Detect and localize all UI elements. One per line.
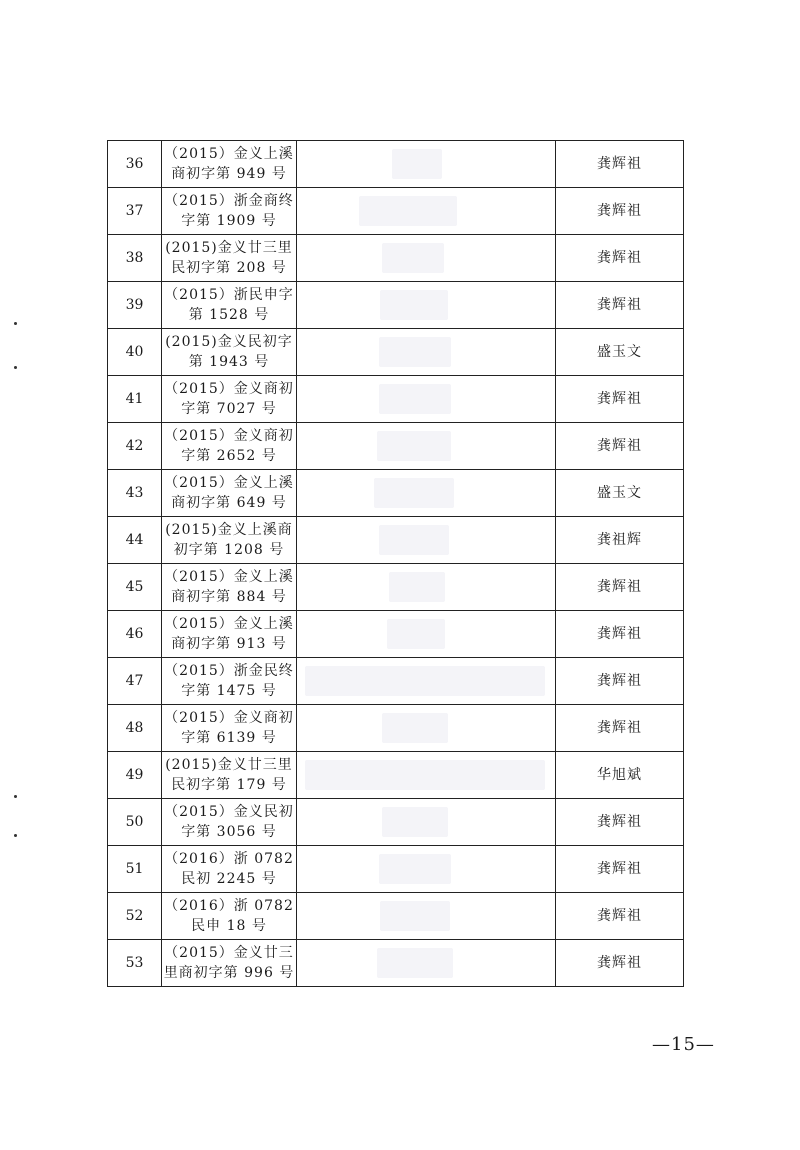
table-row [108,423,684,470]
redaction-block [379,854,451,884]
table-row [108,611,684,658]
redacted-party-cell [297,846,556,893]
table-row [108,799,684,846]
case-number: （2015）金义民初字第 3056 号 [162,799,297,846]
redaction-block [379,384,451,414]
redaction-block [305,760,545,790]
row-number: 45 [108,564,162,611]
redacted-party-cell [297,376,556,423]
judge-name: 华旭斌 [556,752,684,799]
case-number: （2015）金义上溪商初字第 913 号 [162,611,297,658]
row-number: 36 [108,141,162,188]
judge-name: 龚辉祖 [556,564,684,611]
row-number: 41 [108,376,162,423]
row-number: 52 [108,893,162,940]
redacted-party-cell [297,235,556,282]
row-number: 44 [108,517,162,564]
row-number: 37 [108,188,162,235]
row-number: 40 [108,329,162,376]
redaction-block [380,901,450,931]
table-row [108,329,684,376]
case-number: （2015）金义商初字第 6139 号 [162,705,297,752]
judge-name: 龚辉祖 [556,893,684,940]
table-row [108,846,684,893]
redacted-party-cell [297,470,556,517]
judge-name: 龚辉祖 [556,141,684,188]
redacted-party-cell [297,705,556,752]
table-row [108,188,684,235]
row-number: 38 [108,235,162,282]
redaction-block [379,337,451,367]
case-number: (2015)金义廿三里民初字第 208 号 [162,235,297,282]
table-row [108,517,684,564]
row-number: 48 [108,705,162,752]
table-row [108,141,684,188]
judge-name: 龚辉祖 [556,611,684,658]
case-number: （2015）金义上溪商初字第 884 号 [162,564,297,611]
judge-name: 盛玉文 [556,329,684,376]
table-row [108,376,684,423]
redaction-block [359,196,457,226]
case-number: （2015）浙金商终字第 1909 号 [162,188,297,235]
redaction-block [305,666,545,696]
judge-name: 龚辉祖 [556,799,684,846]
case-number: (2015)金义上溪商初字第 1208 号 [162,517,297,564]
table-row [108,658,684,705]
table-row [108,705,684,752]
margin-mark [14,795,17,798]
margin-mark [14,366,17,369]
case-number: （2016）浙 0782 民申 18 号 [162,893,297,940]
case-number: （2016）浙 0782 民初 2245 号 [162,846,297,893]
redaction-block [387,619,445,649]
case-number: （2015）浙金民终字第 1475 号 [162,658,297,705]
redacted-party-cell [297,752,556,799]
row-number: 39 [108,282,162,329]
redacted-party-cell [297,658,556,705]
table-row [108,564,684,611]
row-number: 49 [108,752,162,799]
case-number: (2015)金义廿三里民初字第 179 号 [162,752,297,799]
judge-name: 龚辉祖 [556,658,684,705]
redaction-block [389,572,445,602]
redacted-party-cell [297,282,556,329]
margin-mark [14,834,17,837]
judge-name: 龚辉祖 [556,235,684,282]
redacted-party-cell [297,564,556,611]
table-row [108,282,684,329]
redacted-party-cell [297,423,556,470]
case-number: （2015）金义上溪商初字第 649 号 [162,470,297,517]
case-number: （2015）浙民申字第 1528 号 [162,282,297,329]
redacted-party-cell [297,329,556,376]
redaction-block [382,807,448,837]
redaction-block [377,948,453,978]
judge-name: 龚辉祖 [556,376,684,423]
row-number: 43 [108,470,162,517]
judge-name: 龚辉祖 [556,282,684,329]
redacted-party-cell [297,611,556,658]
judge-name: 龚辉祖 [556,846,684,893]
page-number: —15— [652,1034,715,1055]
judge-name: 龚辉祖 [556,705,684,752]
case-number: (2015)金义民初字第 1943 号 [162,329,297,376]
case-number: （2015）金义上溪商初字第 949 号 [162,141,297,188]
table-row [108,893,684,940]
table-row [108,235,684,282]
redaction-block [380,290,448,320]
case-number: （2015）金义廿三里商初字第 996 号 [162,940,297,987]
row-number: 53 [108,940,162,987]
redacted-party-cell [297,188,556,235]
case-roster-table [107,140,684,987]
row-number: 51 [108,846,162,893]
case-number: （2015）金义商初字第 2652 号 [162,423,297,470]
case-number: （2015）金义商初字第 7027 号 [162,376,297,423]
redacted-party-cell [297,893,556,940]
judge-name: 盛玉文 [556,470,684,517]
table-row [108,470,684,517]
redaction-block [374,478,454,508]
redaction-block [382,713,448,743]
table-row [108,752,684,799]
judge-name: 龚祖辉 [556,517,684,564]
redacted-party-cell [297,141,556,188]
margin-mark [14,322,17,325]
redaction-block [379,525,449,555]
redacted-party-cell [297,517,556,564]
row-number: 46 [108,611,162,658]
redaction-block [392,149,442,179]
row-number: 50 [108,799,162,846]
redacted-party-cell [297,799,556,846]
redaction-block [382,243,444,273]
row-number: 47 [108,658,162,705]
judge-name: 龚辉祖 [556,188,684,235]
redacted-party-cell [297,940,556,987]
redaction-block [377,431,451,461]
judge-name: 龚辉祖 [556,940,684,987]
judge-name: 龚辉祖 [556,423,684,470]
table-row [108,940,684,987]
row-number: 42 [108,423,162,470]
